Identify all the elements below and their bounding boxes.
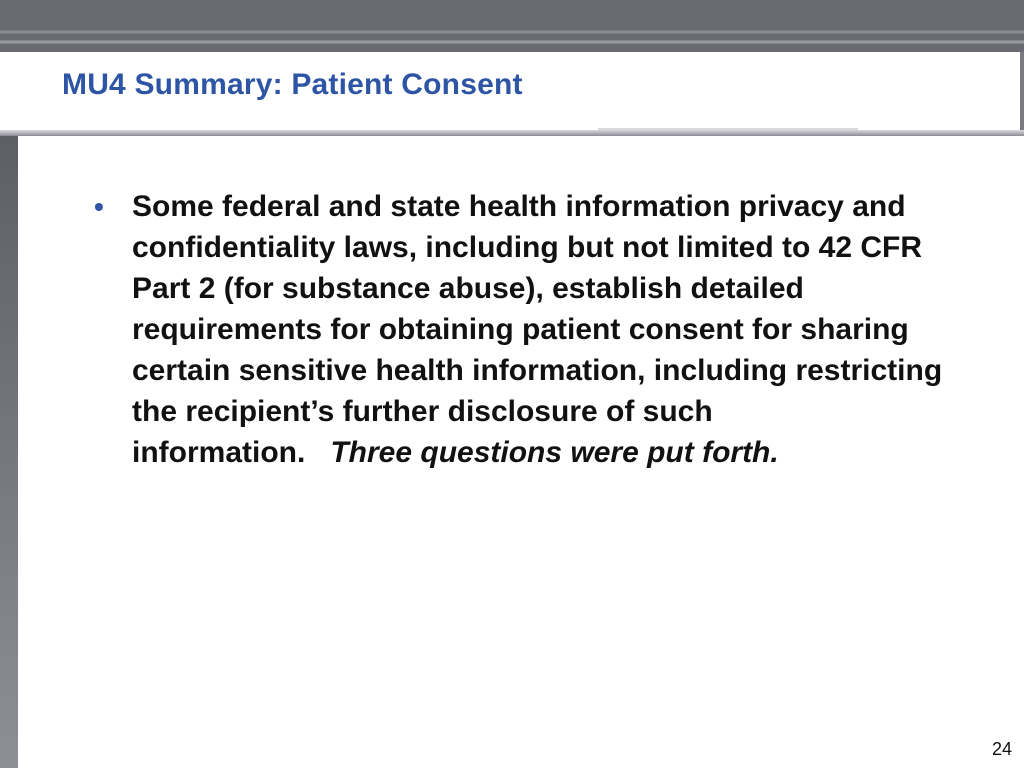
left-frame-strip (0, 136, 18, 768)
page-number: 24 (991, 739, 1012, 759)
title-rule (0, 130, 1024, 136)
slide-title: MU4 Summary: Patient Consent (62, 68, 523, 101)
bullet-body-text: Some federal and state health information privacy and confidentiality laws, including but not limited to 42 CFR Part 2 (for substance abuse), establish detailed requirements for obtaining patient consent for sharing certain sensitive health information, including restricting the recipient’s further disclosure of such information. (132, 190, 943, 469)
bullet-item (90, 186, 980, 473)
bullet-icon: • (94, 191, 104, 222)
bullet-emphasis-text: Three questions were put forth. (330, 436, 779, 469)
bullet-text (132, 190, 942, 469)
top-frame-band (0, 0, 1024, 52)
right-frame-band (1020, 52, 1024, 134)
slide-content (90, 186, 980, 473)
